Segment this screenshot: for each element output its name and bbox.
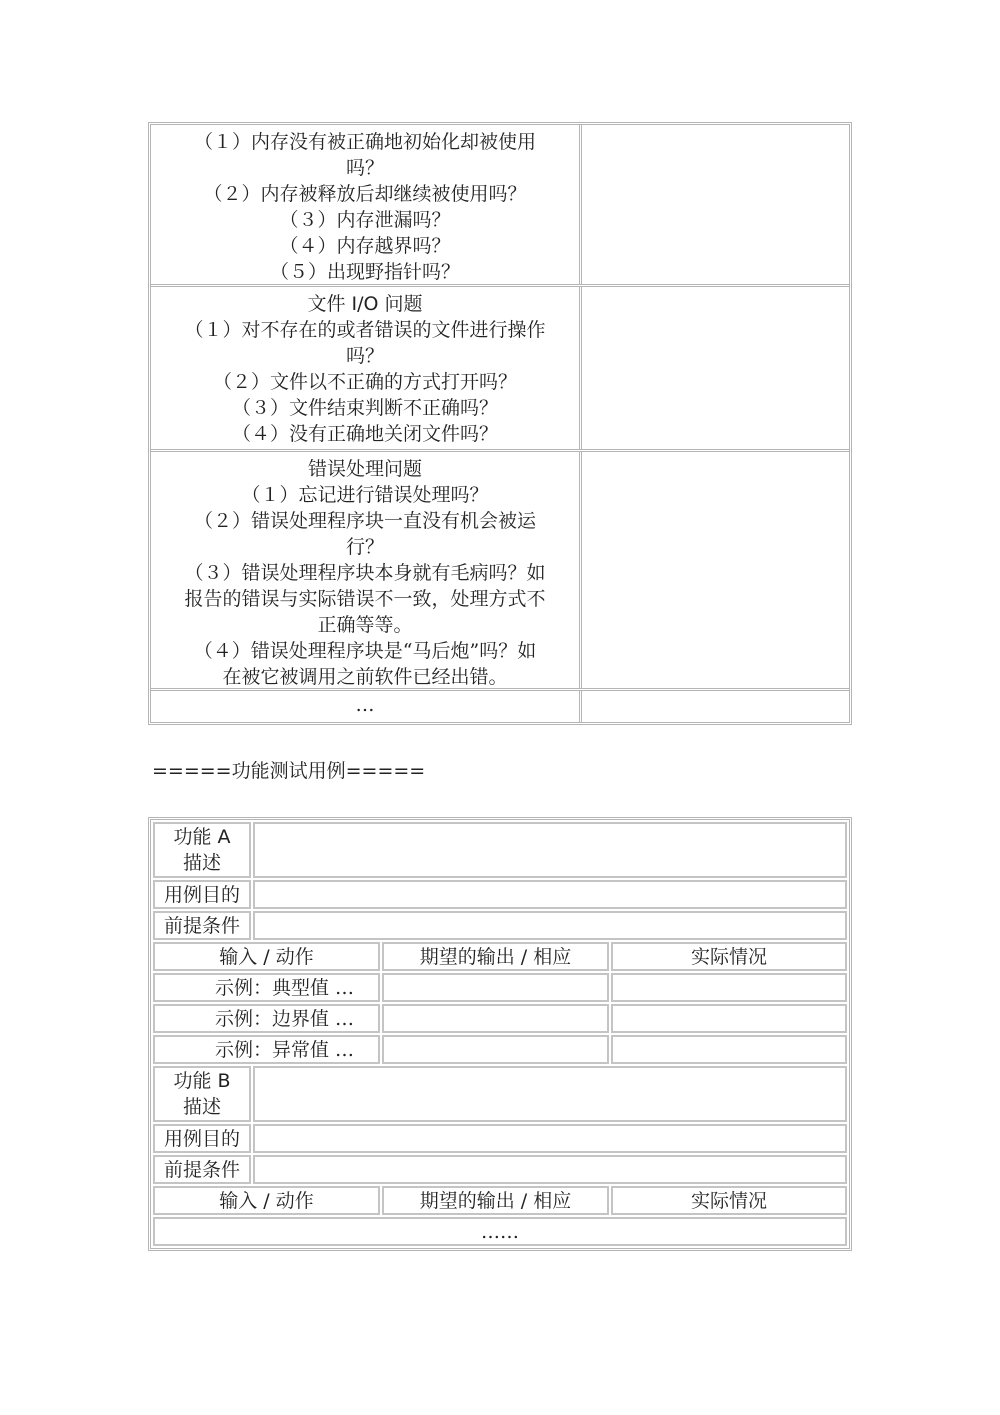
function-a-desc: 描述 [182, 852, 221, 874]
purpose-value [253, 880, 847, 909]
column-header-expected: 期望的输出 / 相应 [382, 942, 609, 971]
precondition-label: 前提条件 [153, 1155, 251, 1184]
cell-line: 报告的错误与实际错误不一致，处理方式不 [184, 588, 546, 610]
ellipsis-text: … [355, 694, 375, 716]
checklist-cell [151, 691, 582, 722]
actual-cell [611, 1035, 847, 1064]
function-b-label [153, 1066, 251, 1122]
function-a-label [153, 822, 251, 878]
function-b-desc: 描述 [182, 1096, 221, 1118]
cell-line: （１）对不存在的或者错误的文件进行操作 [184, 319, 546, 341]
table-row [153, 1217, 847, 1246]
function-a-value [253, 822, 847, 878]
ellipsis-text: …… [153, 1217, 847, 1246]
table-row [153, 1066, 847, 1122]
column-header-input: 输入 / 动作 [153, 1186, 380, 1215]
test-case-table [148, 817, 852, 1251]
empty-cell [582, 287, 849, 449]
purpose-label: 用例目的 [153, 1124, 251, 1153]
expected-cell [382, 1004, 609, 1033]
checklist-cell [151, 452, 582, 688]
cell-line: 正确等等。 [317, 614, 413, 636]
table-row [151, 284, 849, 449]
function-b-title: 功能 B [173, 1070, 231, 1092]
table-row [153, 1155, 847, 1184]
cell-line: 文件 I/O 问题 [307, 293, 423, 315]
actual-cell [611, 973, 847, 1002]
expected-cell [382, 973, 609, 1002]
example-typical: 示例：典型值 … [153, 973, 380, 1002]
table-row [153, 1035, 847, 1064]
table-row [153, 973, 847, 1002]
purpose-label: 用例目的 [153, 880, 251, 909]
precondition-value [253, 1155, 847, 1184]
table-row [153, 1124, 847, 1153]
cell-line: （４）错误处理程序块是“马后炮”吗？如 [193, 640, 537, 662]
cell-line: （４）内存越界吗？ [279, 235, 451, 257]
cell-line: （３）内存泄漏吗？ [279, 209, 451, 231]
cell-line: 错误处理问题 [307, 458, 422, 480]
cell-line: （２）内存被释放后却继续被使用吗？ [203, 183, 527, 205]
example-boundary: 示例：边界值 … [153, 1004, 380, 1033]
example-abnormal: 示例：异常值 … [153, 1035, 380, 1064]
table-row [153, 911, 847, 940]
checklist-table [148, 122, 852, 725]
function-a-title: 功能 A [173, 826, 231, 848]
table-row [153, 1004, 847, 1033]
table-header-row [153, 942, 847, 971]
cell-line: （１）内存没有被正确地初始化却被使用 [193, 131, 536, 153]
cell-line: （５）出现野指针吗？ [269, 261, 460, 283]
expected-cell [382, 1035, 609, 1064]
cell-line: 行？ [345, 536, 384, 558]
cell-line: 吗？ [345, 345, 384, 367]
cell-line: （２）文件以不正确的方式打开吗？ [212, 371, 517, 393]
table-row [151, 688, 849, 722]
purpose-value [253, 1124, 847, 1153]
section-heading: =====功能测试用例===== [152, 760, 426, 782]
precondition-value [253, 911, 847, 940]
column-header-actual: 实际情况 [611, 942, 847, 971]
table-row [153, 880, 847, 909]
actual-cell [611, 1004, 847, 1033]
column-header-input: 输入 / 动作 [153, 942, 380, 971]
column-header-expected: 期望的输出 / 相应 [382, 1186, 609, 1215]
empty-cell [582, 452, 849, 688]
table-row [153, 822, 847, 878]
checklist-cell [151, 125, 582, 284]
table-row [151, 449, 849, 688]
cell-line: 吗？ [345, 157, 384, 179]
cell-line: 在被它被调用之前软件已经出错。 [222, 666, 508, 688]
function-b-value [253, 1066, 847, 1122]
cell-line: （３）错误处理程序块本身就有毛病吗？如 [184, 562, 546, 584]
cell-line: （３）文件结束判断不正确吗？ [231, 397, 498, 419]
empty-cell [582, 691, 849, 722]
column-header-actual: 实际情况 [611, 1186, 847, 1215]
table-header-row [153, 1186, 847, 1215]
checklist-cell [151, 287, 582, 449]
table-row [151, 125, 849, 284]
cell-line: （２）错误处理程序块一直没有机会被运 [193, 510, 536, 532]
cell-line: （４）没有正确地关闭文件吗？ [231, 423, 498, 445]
empty-cell [582, 125, 849, 284]
cell-line: （１）忘记进行错误处理吗？ [241, 484, 489, 506]
precondition-label: 前提条件 [153, 911, 251, 940]
